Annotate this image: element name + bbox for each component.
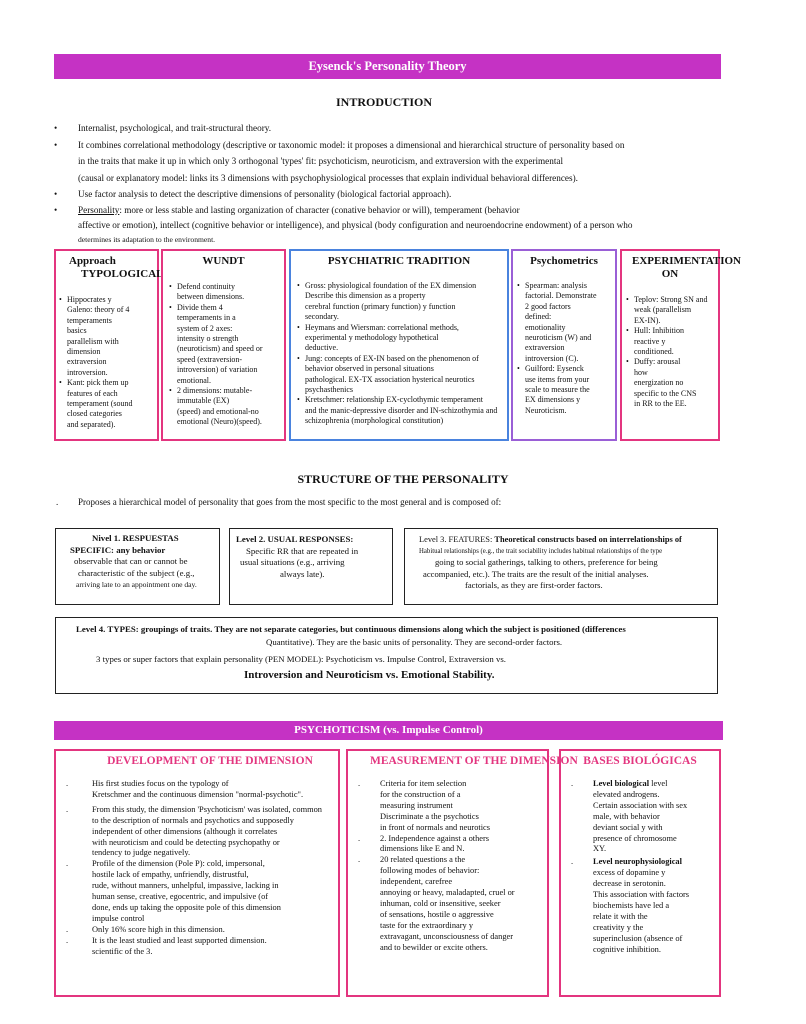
box-title: Psychometrics	[530, 255, 598, 267]
line-text: system of 2 axes:	[177, 323, 233, 333]
list-item: • Defend continuity between dimensions.	[169, 282, 278, 303]
line-text: Heymans and Wiersman: correlational methods,	[305, 322, 459, 332]
psychoticism-banner	[54, 721, 723, 740]
box-development	[54, 749, 340, 997]
line-text: human sense, creative, egocentric, and impulsive (of	[92, 892, 269, 902]
level4-label-bold: groupings of traits. They are not separate categories, but continuous dimensions along which the subject is positioned (differences	[140, 624, 626, 634]
list-item: • Hippocrates y Galeno: theory of 4 temperaments basics parallelism with dimension extraversion introversion.	[59, 295, 154, 378]
level3-box	[404, 528, 718, 605]
line-text: Guilford: Eysenck	[525, 364, 584, 374]
box-title: WUNDT	[202, 255, 245, 267]
line-text: scientific of the 3.	[92, 946, 153, 956]
box-psychometrics	[511, 249, 617, 441]
line-text: hostile lack of empathy, unfriendly, distrustful,	[92, 870, 249, 880]
line-text: His first studies focus on the typology of	[92, 779, 229, 788]
list-item: . Criteria for item selection for the construction of a measuring instrument	[352, 779, 543, 812]
list-item: • Hull: Inhibition reactive y conditioned.	[626, 326, 714, 357]
box-title: PSYCHIATRIC TRADITION	[327, 255, 471, 267]
line-text: temperament (sound	[67, 399, 133, 409]
line-text: (neuroticism) and speed or	[177, 344, 263, 354]
line-text: elevated androgens.	[593, 789, 660, 799]
line-text: rude, without manners, unhelpful, impassive, lacking in	[92, 881, 279, 891]
line-text: and the manic-depressive disorder and IN-schizothymia and	[305, 405, 498, 415]
line-text: dimensions like E and N.	[380, 844, 465, 854]
line-text: use items from your	[525, 374, 590, 384]
intro-bullet: • Personality: more or less stable and lasting organization of character (conative behavior or will), temperament (behavior	[54, 204, 520, 215]
line-text: done, ends up taking the opposite pole of this dimension	[92, 902, 281, 912]
line-text: impulse control	[92, 913, 145, 923]
line-text: Hull: Inhibition	[634, 326, 684, 336]
bullet-text: It combines correlational methodology (descriptive or taxonomic model: it proposes a dimensional and hierarchical structure of personality based on	[78, 139, 625, 150]
bullet-continuation: determines its adaptation to the environment.	[78, 234, 216, 244]
line-text: Describe this dimension as a property	[305, 291, 426, 301]
line-text: and separated).	[67, 419, 116, 429]
line-text: schizophrenia (morphological constitution)	[305, 416, 444, 426]
line-text: dimension	[67, 347, 101, 357]
box-title: DEVELOPMENT OF THE DIMENSION	[107, 755, 313, 767]
line-text: emotionality	[525, 322, 566, 332]
level3-title	[411, 534, 711, 546]
line-text: relate it with the	[593, 911, 648, 921]
level1-box	[55, 528, 220, 605]
line-text: male, with behavior	[593, 811, 660, 821]
line-text: in RR to the EE.	[634, 399, 687, 409]
line-text: 2. Independence against a others	[380, 833, 490, 843]
line-text: Criteria for item selection	[380, 779, 467, 788]
line-text: following modes of behavior:	[380, 866, 480, 876]
line-text: It is the least studied and least supported dimension.	[92, 935, 267, 945]
line-text: between dimensions.	[177, 292, 245, 302]
line-text: creativity y the	[593, 922, 644, 932]
line-text: superinclusion (absence of	[593, 933, 683, 943]
structure-heading: STRUCTURE OF THE PERSONALITY	[297, 472, 509, 486]
list-text	[593, 868, 715, 955]
line-text: and to bewilder or excite others.	[380, 942, 488, 952]
line-text: annoying or heavy, maladapted, cruel or	[380, 888, 515, 898]
list-item: • Kant: pick them up features of each temperament (sound closed categories and separated).	[59, 378, 154, 430]
line-text: independent of other dimensions (although it correlates	[92, 826, 278, 836]
line-text: defined:	[525, 312, 552, 322]
list-item: • Teplov: Strong SN and weak (parallelism EX-IN).	[626, 295, 714, 326]
line-text: reactive y	[634, 336, 666, 346]
line-text: for the construction of a	[380, 789, 461, 799]
bases-term: Level biological	[593, 779, 650, 788]
box-title: ON	[661, 268, 679, 280]
psychoticism-banner-text: PSYCHOTICISM (vs. Impulse Control)	[294, 724, 483, 736]
line-text: extraversion	[67, 357, 107, 367]
line-text: scale to measure the	[525, 385, 590, 395]
line-text: independent, carefree	[380, 877, 453, 887]
line-text: intensity o strength	[177, 334, 239, 344]
level1-title: Nivel 1. RESPUESTAS	[92, 533, 179, 543]
list-item: • Kretschmer: relationship EX-cyclothymic temperament and the manic-depressive disorder and IN-schizothymia and schizophrenia (morphological constitution)	[297, 395, 501, 426]
line-text: Certain association with sex	[593, 800, 688, 810]
personality-term: Personality	[78, 204, 120, 215]
bullet-text: Use factor analysis to detect the descriptive dimensions of personality (biological factorial approach).	[78, 189, 452, 199]
line-text: Kretschmer and the continuous dimension "normal-psychotic".	[92, 789, 304, 799]
box-title: EXPERIMENTATION	[632, 255, 741, 267]
bullet-text: : more or less stable and lasting organization of character (conative behavior or will), temperament (behavior	[119, 204, 520, 215]
line-text: deviant social y with	[593, 822, 663, 832]
line-text: cognitive inhibition.	[593, 944, 661, 954]
level3-text: factorials, as they are first-order factors.	[465, 580, 603, 590]
line-text: extraversion	[525, 343, 565, 353]
list-item: . It is the least studied and least supported dimension. scientific of the 3.	[60, 936, 334, 958]
bullet-continuation: (causal or explanatory model: links its 3 dimensions with psychophysiological processes that explain individual behavioral differences).	[78, 172, 578, 183]
intro-bullets	[54, 120, 744, 246]
bullet-continuation: affective or emotion), intellect (cognitive behavior or intelligence), and physical (body configuration and neuroendocrine endowment) of a person who	[78, 219, 633, 230]
list-item: . From this study, the dimension 'Psychoticism' was isolated, common to the description of normals and psychotics and supposedly independent of other dimensions (although it correlates with neuroticism and could be detecting psychopathy or tendency to judge negatively.	[60, 805, 334, 860]
line-text: Profile of the dimension (Pole P): cold, impersonal,	[92, 859, 265, 869]
box-typological	[54, 249, 164, 441]
line-text: (speed) and emotional-no	[177, 406, 259, 416]
line-text: excess of dopamine y	[593, 868, 666, 878]
line-text: emotional (Neuro)(speed).	[177, 417, 262, 427]
list-item: . Level biological level elevated androgens. Certain association with sex male, with behavior deviant social y with presence of chromosome XY.	[565, 779, 715, 855]
line-text: energization no	[634, 378, 684, 388]
line-text: Duffy: arousal	[634, 357, 681, 367]
line-text: Defend continuity	[177, 282, 235, 291]
level3-label-bold: Theoretical constructs based on interrelationships of	[494, 535, 682, 544]
line-text: Kant: pick them up	[67, 378, 129, 388]
bullet-continuation: in the traits that make it up in which only 3 orthogonal 'types' fit: psychoticism, neuroticism, and extraversion with the experimental	[78, 156, 564, 166]
box-measurement	[346, 749, 578, 997]
list-item: . 20 related questions a the following modes of behavior: independent, carefree annoying or heavy, maladapted, cruel or inhuman, cold or insensitive, seeker of sensations, hostile o aggressive taste for the extraordinary y extravagant, unconsciousness of danger and to bewilder or excite others.	[352, 855, 543, 953]
list-item: • Spearman: analysis factorial. Demonstrate 2 good factors defined: emotionality neuroticism (W) and extraversion introversion (C).	[517, 281, 611, 364]
line-text: Jung: concepts of EX-IN based on the phenomenon of	[305, 353, 479, 363]
line-text: Discriminate a the psychotics	[380, 811, 479, 821]
list-item: . 2. Independence against a others dimensions like E and N.	[352, 834, 543, 856]
level4-text: Introversion and Neuroticism vs. Emotional Stability.	[244, 669, 495, 681]
level1-text: arriving late to an appointment one day.	[76, 580, 197, 589]
level3-text: accompanied, etc.). The traits are the result of the initial analyses.	[423, 568, 649, 579]
list-item: • Gross: physiological foundation of the EX dimension Describe this dimension as a property cerebral function (primary function) y function secondary.	[297, 281, 501, 323]
line-text: factorial. Demonstrate	[525, 291, 597, 301]
box-bases	[559, 749, 721, 997]
list-item: • Guilford: Eysenck use items from your scale to measure the EX dimensions y Neuroticism.	[517, 364, 611, 416]
line-text: closed categories	[67, 409, 122, 419]
line-text: presence of chromosome	[593, 833, 677, 843]
line-text: features of each	[67, 388, 118, 398]
box-title: TYPOLOGICAL	[81, 268, 164, 280]
line-text: EX dimensions y	[525, 395, 581, 405]
intro-bullet: • Internalist, psychological, and trait-structural theory.	[54, 123, 272, 133]
line-text: Neuroticism.	[525, 405, 567, 415]
intro-heading: INTRODUCTION	[335, 95, 432, 109]
level4-label: Level 4. TYPES:	[76, 624, 139, 634]
line-text: Hippocrates y	[67, 295, 112, 304]
line-text: Only 16% score high in this dimension.	[92, 924, 225, 934]
box-title: BASES BIOLÓGICAS	[583, 755, 697, 767]
level4-text: Quantitative). They are the basic units of personality. They are second-order factors.	[266, 637, 563, 647]
list-item: . Only 16% score high in this dimension.	[60, 925, 334, 936]
intro-bullet: • It combines correlational methodology (descriptive or taxonomic model: it proposes a dimensional and hierarchical structure of personality based on	[54, 139, 625, 150]
list-item: . Profile of the dimension (Pole P): cold, impersonal, hostile lack of empathy, unfriendly, distrustful, rude, without manners, unhelpful, impassive, lacking in human sense, creative, egocentric, and impulsive (of done, ends up taking the opposite pole of this dimension impulse control	[60, 859, 334, 924]
level2-box	[229, 528, 393, 605]
list-item: • Heymans and Wiersman: correlational methods, experimental y methodology hypothetical deductive.	[297, 323, 501, 354]
line-text: parallelism with	[67, 336, 119, 346]
line-text: 2 good factors	[525, 301, 571, 311]
list-text: level	[651, 779, 668, 788]
level4-box	[55, 617, 718, 694]
line-text: neuroticism (W) and	[525, 333, 592, 343]
level3-text: Habitual relationships (e.g., the trait sociability includes habitual relationships of the type	[419, 547, 663, 555]
line-text: temperaments	[67, 315, 112, 325]
list-item: • Jung: concepts of EX-IN based on the phenomenon of behavior observed in personal situations pathological. EX-TX association hysterical neurotics psychasthenics	[297, 354, 501, 396]
bases-term: Level neurophysiological	[593, 857, 682, 867]
level1-text: observable that can or cannot be	[74, 556, 188, 566]
line-text: extravagant, unconsciousness of danger	[380, 931, 514, 941]
line-text: tendency to judge negatively.	[92, 848, 191, 858]
list-text	[352, 812, 543, 834]
line-text: how	[634, 367, 648, 377]
line-text: From this study, the dimension 'Psychoticism' was isolated, common	[92, 804, 322, 814]
list-item: • 2 dimensions: mutable- immutable (EX) (speed) and emotional-no emotional (Neuro)(speed).	[169, 386, 278, 428]
box-wundt	[161, 249, 286, 441]
box-title: Approach	[69, 255, 116, 267]
line-text: introversion (C).	[525, 353, 579, 363]
line-text: to the description of normals and psychotics and supposedly	[92, 815, 294, 825]
list-item: • Duffy: arousal how energization no specific to the CNS in RR to the EE.	[626, 357, 714, 409]
level3-text: going to social gatherings, talking to others, preference for being	[435, 557, 658, 567]
line-text: weak (parallelism	[634, 305, 692, 315]
level1-text: characteristic of the subject (e.g.,	[78, 567, 195, 578]
level3-label: Level 3. FEATURES:	[419, 535, 493, 544]
bullet-text: Internalist, psychological, and trait-structural theory.	[78, 123, 272, 133]
title-banner	[54, 54, 721, 79]
line-text: speed (extraversion-	[177, 354, 243, 364]
line-text: basics	[67, 326, 87, 336]
line-text: Teplov: Strong SN and	[634, 295, 708, 304]
line-text: decrease in serotonin.	[593, 879, 666, 889]
line-text: pathological. EX-TX association hysterical neurotics	[305, 374, 475, 384]
line-text: inhuman, cold or insensitive, seeker	[380, 898, 501, 908]
level4-text: 3 types or super factors that explain personality (PEN MODEL): Psychoticism vs. Impulse Control, Extraversion vs.	[96, 654, 506, 664]
page-title: Eysenck's Personality Theory	[308, 59, 467, 73]
line-text: 20 related questions a the	[380, 855, 466, 865]
line-text: biochemists have led a	[593, 900, 670, 910]
line-text: emotional.	[177, 375, 211, 385]
line-text: deductive.	[305, 343, 339, 353]
line-text: cerebral function (primary function) y function	[305, 301, 456, 311]
list-item: . His first studies focus on the typology of Kretschmer and the continuous dimension "normal-psychotic".	[60, 779, 334, 801]
level2-text: always late).	[280, 568, 325, 579]
structure-intro-text: Proposes a hierarchical model of personality that goes from the most specific to the most general and is composed of:	[78, 497, 502, 507]
level2-text: Specific RR that are repeated in	[246, 545, 359, 556]
structure-intro: . Proposes a hierarchical model of personality that goes from the most specific to the most general and is composed of:	[56, 497, 502, 507]
level2-title: Level 2. USUAL RESPONSES:	[236, 534, 354, 544]
list-item: • Divide them 4 temperaments in a system of 2 axes: intensity o strength (neuroticism) and speed or speed (extraversion- introversion) of variation emotional.	[169, 303, 278, 386]
level2-text: usual situations (e.g., arriving	[240, 557, 345, 567]
line-text: conditioned.	[634, 347, 674, 357]
line-text: specific to the CNS	[634, 388, 697, 398]
line-text: secondary.	[305, 312, 339, 322]
line-text: with neuroticism and could be detecting psychopathy or	[92, 837, 280, 847]
line-text: introversion.	[67, 367, 108, 377]
line-text: Galeno: theory of 4	[67, 305, 130, 315]
line-text: This association with factors	[593, 890, 690, 900]
line-text: Spearman: analysis	[525, 281, 587, 290]
list-text	[593, 790, 715, 855]
level4-title	[62, 623, 711, 636]
line-text: immutable (EX)	[177, 396, 230, 406]
box-title: MEASUREMENT OF THE DIMENSION	[370, 755, 578, 767]
box-psychiatric	[289, 249, 509, 441]
line-text: temperaments in a	[177, 313, 236, 323]
line-text: measuring instrument	[380, 800, 453, 810]
line-text: experimental y methodology hypothetical	[305, 333, 439, 343]
line-text: Divide them 4	[177, 302, 223, 312]
intro-bullet: • Use factor analysis to detect the descriptive dimensions of personality (biological factorial approach).	[54, 189, 452, 199]
line-text: taste for the extraordinary y	[380, 920, 474, 930]
line-text: EX-IN).	[634, 315, 661, 325]
line-text: Kretschmer: relationship EX-cyclothymic temperament	[305, 395, 483, 405]
line-text: in front of normals and neurotics	[380, 822, 491, 832]
line-text: XY.	[593, 844, 607, 854]
box-experimentation	[620, 249, 741, 441]
level1-title: SPECIFIC: any behavior	[70, 544, 166, 555]
line-text: behavior observed in personal situations	[305, 364, 434, 374]
line-text: of sensations, hostile o aggressive	[380, 909, 494, 919]
line-text: Gross: physiological foundation of the EX dimension	[305, 281, 477, 290]
line-text: introversion) of variation	[177, 365, 258, 375]
list-item: . Level neurophysiological excess of dopamine y decrease in serotonin. This association with factors biochemists have led a relate it with the creativity y the superinclusion (absence of cognitive inhibition.	[565, 857, 715, 955]
line-text: psychasthenics	[305, 385, 353, 395]
line-text: 2 dimensions: mutable-	[177, 386, 253, 396]
